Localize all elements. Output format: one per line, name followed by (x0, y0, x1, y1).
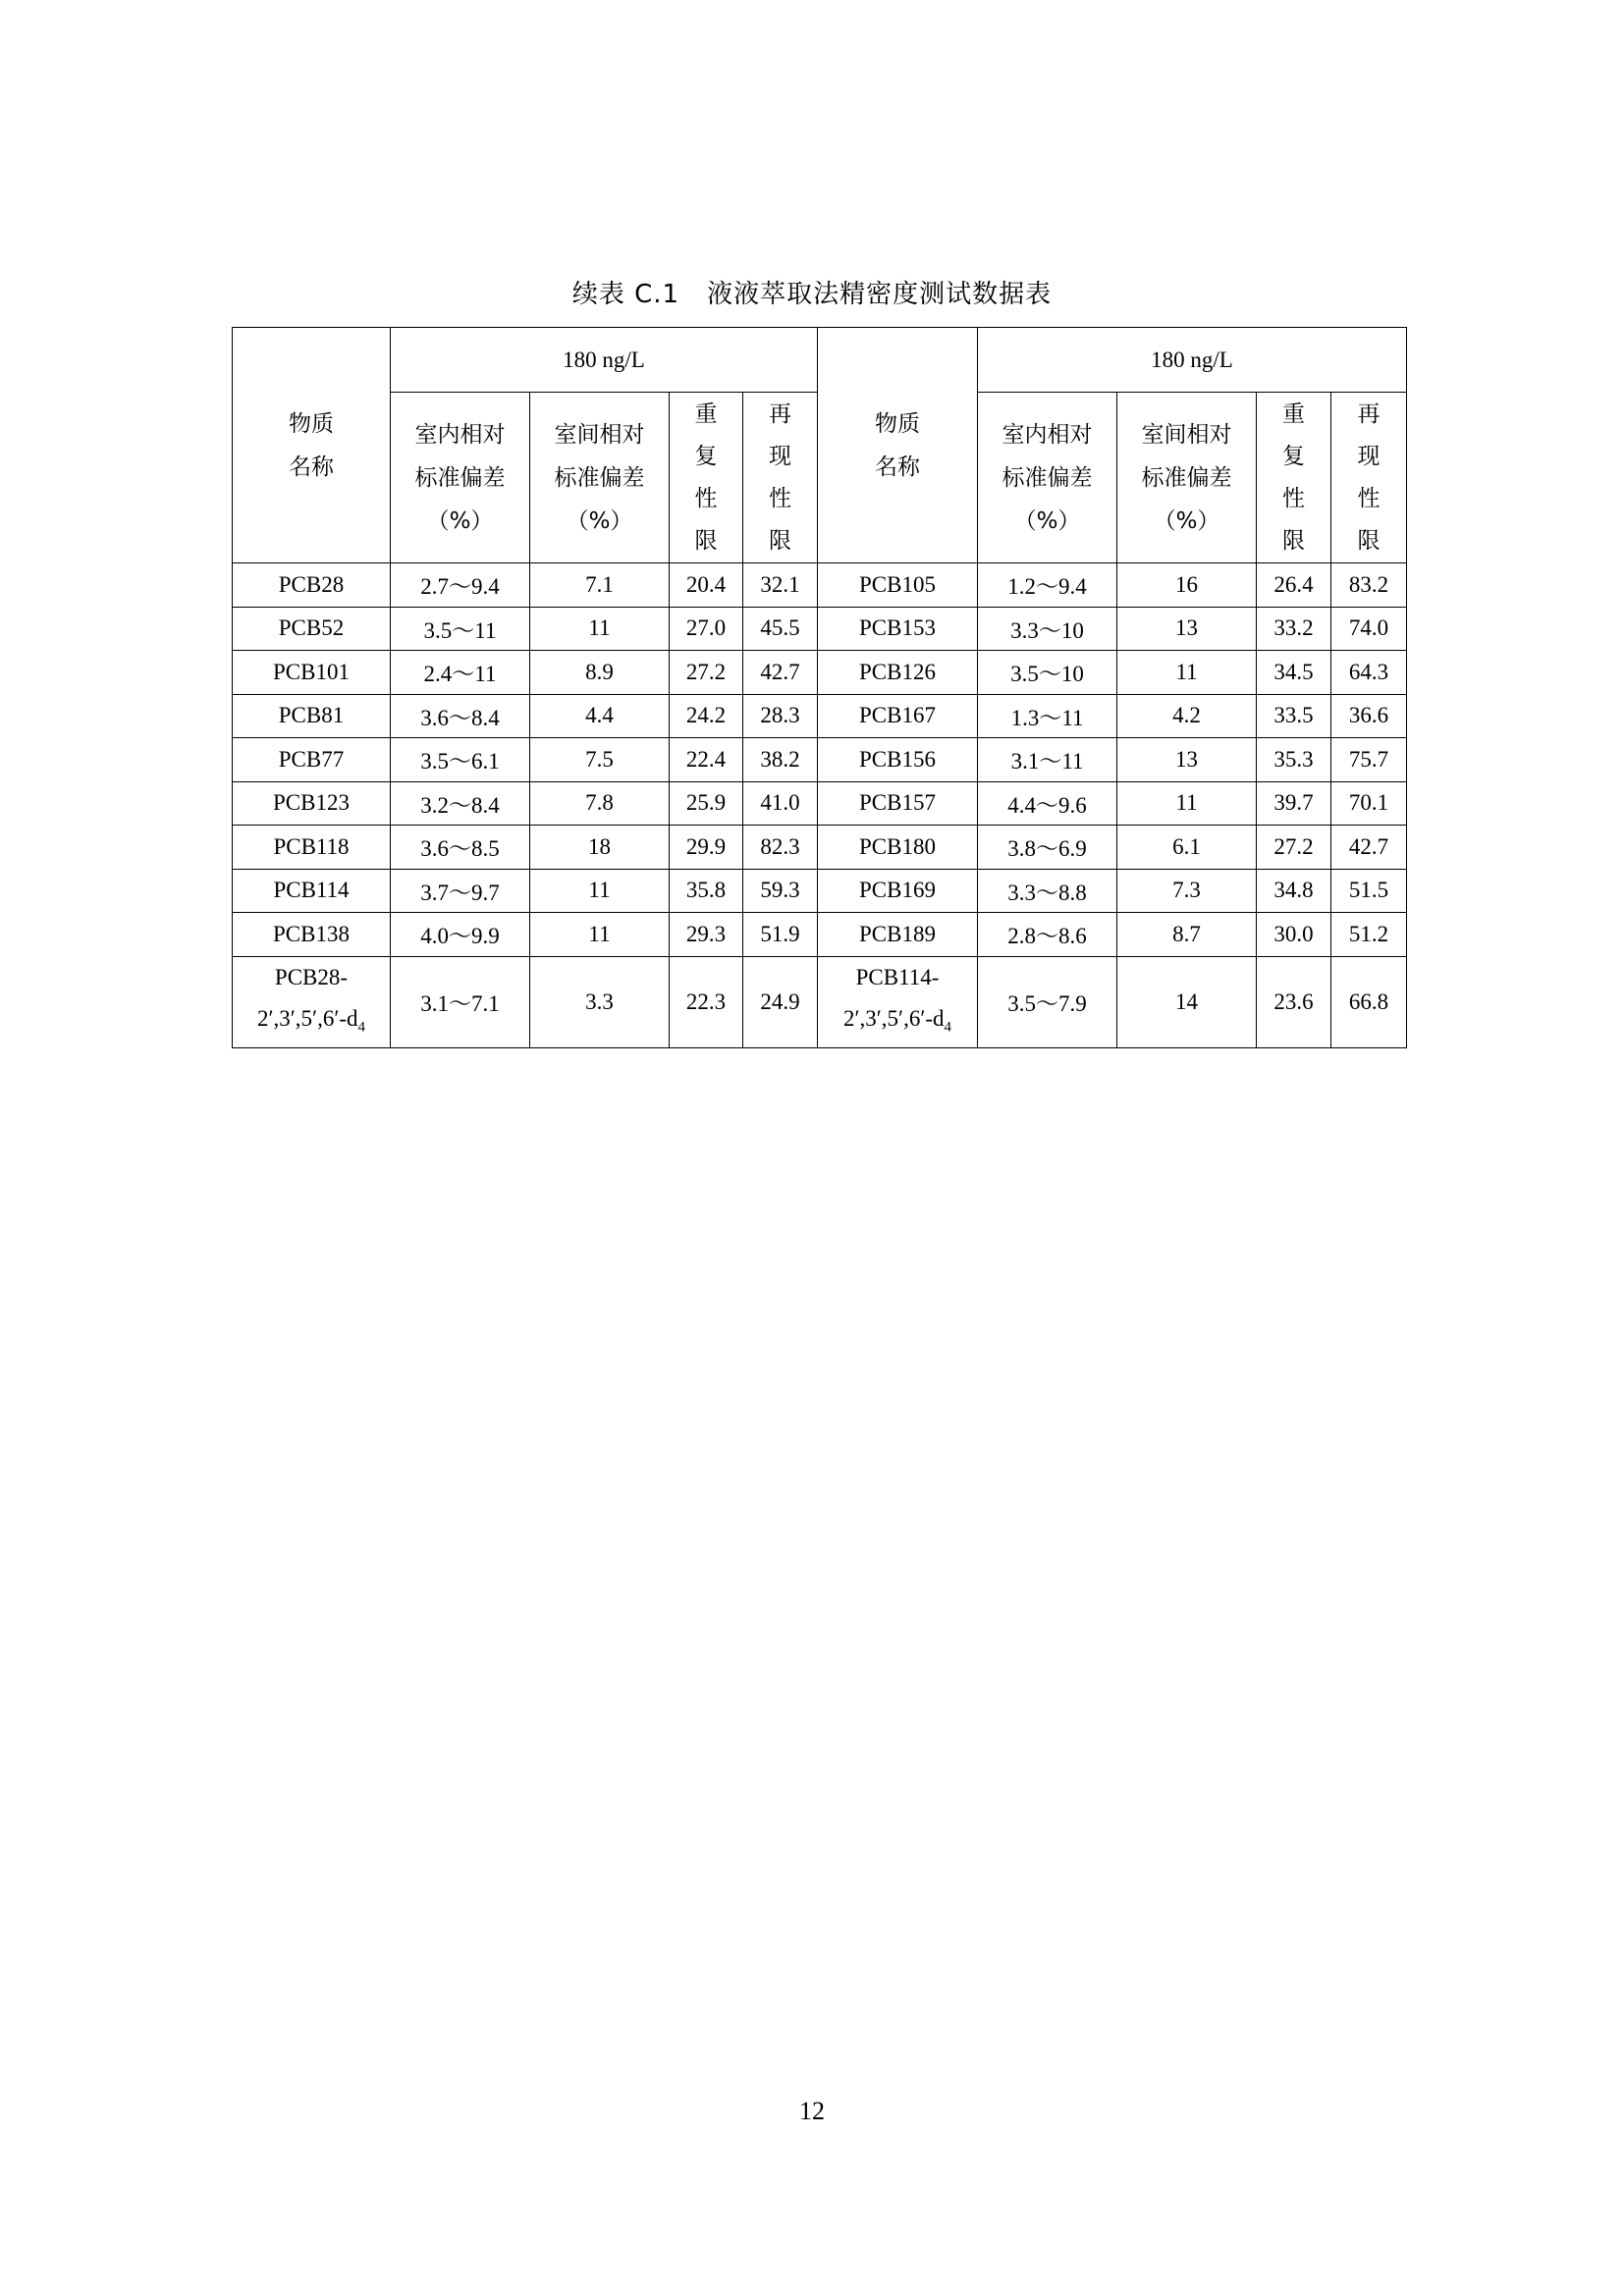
cell-inter-rsd-left: 11 (530, 869, 670, 913)
table-row (233, 651, 1407, 695)
header-text-line: 室内相对 (414, 421, 506, 448)
header-text-line: 标准偏差 (414, 464, 506, 491)
header-char: 性 (694, 485, 718, 511)
cell-inter-rsd-left: 18 (530, 826, 670, 870)
cell-indoor-rsd-right: 4.4～9.6 (978, 781, 1117, 826)
cell-repeatability-right: 34.5 (1257, 651, 1331, 695)
cell-substance-name-right: PCB153 (818, 607, 978, 651)
cell-inter-rsd-right: 11 (1117, 781, 1257, 826)
cell-repeatability-left: 27.0 (670, 607, 743, 651)
header-char: 复 (1282, 443, 1306, 469)
cell-inter-rsd-right: 8.7 (1117, 913, 1257, 957)
cell-inter-rsd-right: 13 (1117, 738, 1257, 782)
cell-inter-rsd-left: 4.4 (530, 694, 670, 738)
table-row (233, 563, 1407, 608)
header-text-line: 室间相对 (554, 421, 645, 448)
precision-table (232, 327, 1407, 1048)
header-text-line: 标准偏差 (554, 464, 645, 491)
cell-inter-rsd-left: 8.9 (530, 651, 670, 695)
cell-indoor-rsd-left: 3.7～9.7 (391, 869, 530, 913)
header-char: 性 (769, 485, 791, 511)
cell-indoor-rsd-right: 3.3～10 (978, 607, 1117, 651)
cell-substance-name-right: PCB157 (818, 781, 978, 826)
header-text-line: 标准偏差 (1141, 464, 1232, 491)
cell-reproducibility-left: 28.3 (743, 694, 818, 738)
cell-substance-name-right: PCB180 (818, 826, 978, 870)
header-substance-name-right (818, 328, 978, 563)
cell-indoor-rsd-left: 3.6～8.5 (391, 826, 530, 870)
cell-repeatability-right: 35.3 (1257, 738, 1331, 782)
cell-repeatability-right: 33.2 (1257, 607, 1331, 651)
header-char: 重 (694, 400, 718, 427)
cell-substance-name-left: PCB118 (233, 826, 391, 870)
cell-substance-name-left: PCB101 (233, 651, 391, 695)
table-row (233, 738, 1407, 782)
cell-reproducibility-left: 38.2 (743, 738, 818, 782)
table-row (233, 781, 1407, 826)
cell-reproducibility-right: 36.6 (1331, 694, 1407, 738)
cell-reproducibility-left: 24.9 (743, 956, 818, 1048)
header-reproducibility-limit-right (1331, 393, 1407, 563)
table-row (233, 607, 1407, 651)
cell-repeatability-right: 23.6 (1257, 956, 1331, 1048)
cell-reproducibility-left: 51.9 (743, 913, 818, 957)
caption-label: 续表 C.1 (571, 280, 680, 309)
cell-substance-name-right: PCB126 (818, 651, 978, 695)
cell-indoor-rsd-right: 3.8～6.9 (978, 826, 1117, 870)
cell-substance-name-left (233, 956, 391, 1048)
cell-indoor-rsd-left: 3.1～7.1 (391, 956, 530, 1048)
cell-inter-rsd-left: 7.8 (530, 781, 670, 826)
cell-substance-name-left: PCB28 (233, 563, 391, 608)
table-row (233, 913, 1407, 957)
cell-reproducibility-right: 70.1 (1331, 781, 1407, 826)
cell-indoor-rsd-left: 3.2～8.4 (391, 781, 530, 826)
cell-inter-rsd-left: 11 (530, 913, 670, 957)
cell-reproducibility-left: 42.7 (743, 651, 818, 695)
header-char: 性 (1357, 485, 1380, 511)
header-inter-rsd-right (1117, 393, 1257, 563)
cell-repeatability-left: 35.8 (670, 869, 743, 913)
table-row-surrogate (233, 956, 1407, 1048)
cell-indoor-rsd-right: 2.8～8.6 (978, 913, 1117, 957)
cell-reproducibility-right: 42.7 (1331, 826, 1407, 870)
table-caption (0, 275, 1624, 314)
cell-indoor-rsd-right: 3.1～11 (978, 738, 1117, 782)
page-number: 12 (799, 2097, 825, 2125)
header-char: 限 (1282, 527, 1306, 554)
cell-inter-rsd-right: 11 (1117, 651, 1257, 695)
header-text-line: （%） (1013, 507, 1081, 534)
name-subscript: 4 (357, 1019, 366, 1036)
cell-indoor-rsd-left: 2.4～11 (391, 651, 530, 695)
precision-table-container (232, 327, 1406, 1048)
header-char: 复 (694, 443, 718, 469)
table-row (233, 694, 1407, 738)
cell-indoor-rsd-right: 3.5～7.9 (978, 956, 1117, 1048)
cell-inter-rsd-left: 7.5 (530, 738, 670, 782)
header-concentration-left: 180 ng/L (391, 328, 818, 393)
header-substance-name-left (233, 328, 391, 563)
cell-substance-name-left: PCB138 (233, 913, 391, 957)
cell-indoor-rsd-right: 3.3～8.8 (978, 869, 1117, 913)
cell-substance-name-left: PCB123 (233, 781, 391, 826)
cell-substance-name-right (818, 956, 978, 1048)
cell-reproducibility-right: 51.5 (1331, 869, 1407, 913)
cell-indoor-rsd-left: 4.0～9.9 (391, 913, 530, 957)
cell-substance-name-right: PCB156 (818, 738, 978, 782)
header-text-line: 室间相对 (1141, 421, 1232, 448)
header-name-line1: 物质 (875, 410, 921, 437)
cell-repeatability-right: 30.0 (1257, 913, 1331, 957)
cell-reproducibility-left: 32.1 (743, 563, 818, 608)
header-char: 限 (769, 527, 791, 554)
header-char: 限 (694, 527, 718, 554)
cell-substance-name-right: PCB167 (818, 694, 978, 738)
cell-substance-name-left: PCB114 (233, 869, 391, 913)
cell-repeatability-left: 20.4 (670, 563, 743, 608)
header-text-line: 标准偏差 (1001, 464, 1093, 491)
cell-repeatability-right: 39.7 (1257, 781, 1331, 826)
cell-indoor-rsd-left: 2.7～9.4 (391, 563, 530, 608)
header-char: 再 (769, 400, 791, 427)
header-char: 再 (1357, 400, 1380, 427)
header-repeatability-limit-right (1257, 393, 1331, 563)
cell-reproducibility-left: 41.0 (743, 781, 818, 826)
cell-repeatability-left: 29.9 (670, 826, 743, 870)
cell-reproducibility-right: 51.2 (1331, 913, 1407, 957)
cell-inter-rsd-right: 7.3 (1117, 869, 1257, 913)
cell-repeatability-left: 22.3 (670, 956, 743, 1048)
cell-substance-name-right: PCB189 (818, 913, 978, 957)
cell-inter-rsd-right: 16 (1117, 563, 1257, 608)
header-indoor-rsd-left (391, 393, 530, 563)
header-indoor-rsd-right (978, 393, 1117, 563)
cell-substance-name-left: PCB77 (233, 738, 391, 782)
table-row (233, 869, 1407, 913)
table-row (233, 826, 1407, 870)
cell-reproducibility-left: 82.3 (743, 826, 818, 870)
cell-repeatability-left: 29.3 (670, 913, 743, 957)
header-text-line: （%） (426, 507, 494, 534)
cell-substance-name-left: PCB52 (233, 607, 391, 651)
name-line2 (818, 998, 977, 1048)
cell-reproducibility-left: 45.5 (743, 607, 818, 651)
cell-inter-rsd-left: 3.3 (530, 956, 670, 1048)
cell-reproducibility-right: 66.8 (1331, 956, 1407, 1048)
cell-indoor-rsd-right: 1.2～9.4 (978, 563, 1117, 608)
cell-substance-name-left: PCB81 (233, 694, 391, 738)
header-name-line2: 名称 (289, 454, 334, 480)
cell-indoor-rsd-left: 3.5～6.1 (391, 738, 530, 782)
cell-repeatability-left: 27.2 (670, 651, 743, 695)
header-name-line2: 名称 (875, 454, 921, 480)
cell-reproducibility-right: 83.2 (1331, 563, 1407, 608)
cell-inter-rsd-right: 6.1 (1117, 826, 1257, 870)
header-char: 现 (769, 443, 791, 469)
header-text-line: 室内相对 (1001, 421, 1093, 448)
name-line2-text: 2′,3′,5′,6′-d (842, 1005, 945, 1031)
cell-indoor-rsd-left: 3.5～11 (391, 607, 530, 651)
cell-repeatability-right: 34.8 (1257, 869, 1331, 913)
cell-reproducibility-left: 59.3 (743, 869, 818, 913)
name-line2-text: 2′,3′,5′,6′-d (256, 1005, 358, 1031)
cell-repeatability-left: 25.9 (670, 781, 743, 826)
cell-inter-rsd-left: 7.1 (530, 563, 670, 608)
header-char: 重 (1282, 400, 1306, 427)
name-line2 (233, 998, 390, 1048)
cell-repeatability-right: 33.5 (1257, 694, 1331, 738)
cell-repeatability-right: 26.4 (1257, 563, 1331, 608)
header-char: 性 (1282, 485, 1306, 511)
header-inter-rsd-left (530, 393, 670, 563)
header-name-line1: 物质 (289, 410, 334, 437)
cell-reproducibility-right: 74.0 (1331, 607, 1407, 651)
cell-repeatability-left: 22.4 (670, 738, 743, 782)
cell-reproducibility-right: 75.7 (1331, 738, 1407, 782)
cell-repeatability-left: 24.2 (670, 694, 743, 738)
header-text-line: （%） (566, 507, 633, 534)
cell-indoor-rsd-right: 1.3～11 (978, 694, 1117, 738)
cell-inter-rsd-right: 14 (1117, 956, 1257, 1048)
cell-indoor-rsd-left: 3.6～8.4 (391, 694, 530, 738)
header-concentration-right: 180 ng/L (978, 328, 1407, 393)
cell-substance-name-right: PCB169 (818, 869, 978, 913)
cell-substance-name-right: PCB105 (818, 563, 978, 608)
header-row-concentration (233, 328, 1407, 393)
cell-inter-rsd-right: 4.2 (1117, 694, 1257, 738)
header-text-line: （%） (1153, 507, 1220, 534)
cell-repeatability-right: 27.2 (1257, 826, 1331, 870)
name-subscript: 4 (944, 1019, 952, 1036)
header-reproducibility-limit-left (743, 393, 818, 563)
cell-inter-rsd-right: 13 (1117, 607, 1257, 651)
header-repeatability-limit-left (670, 393, 743, 563)
name-line1: PCB114- (855, 964, 940, 989)
header-char: 限 (1357, 527, 1380, 554)
caption-title: 液液萃取法精密度测试数据表 (707, 280, 1053, 309)
cell-indoor-rsd-right: 3.5～10 (978, 651, 1117, 695)
cell-reproducibility-right: 64.3 (1331, 651, 1407, 695)
header-char: 现 (1357, 443, 1380, 469)
cell-inter-rsd-left: 11 (530, 607, 670, 651)
name-line1: PCB28- (274, 964, 349, 989)
